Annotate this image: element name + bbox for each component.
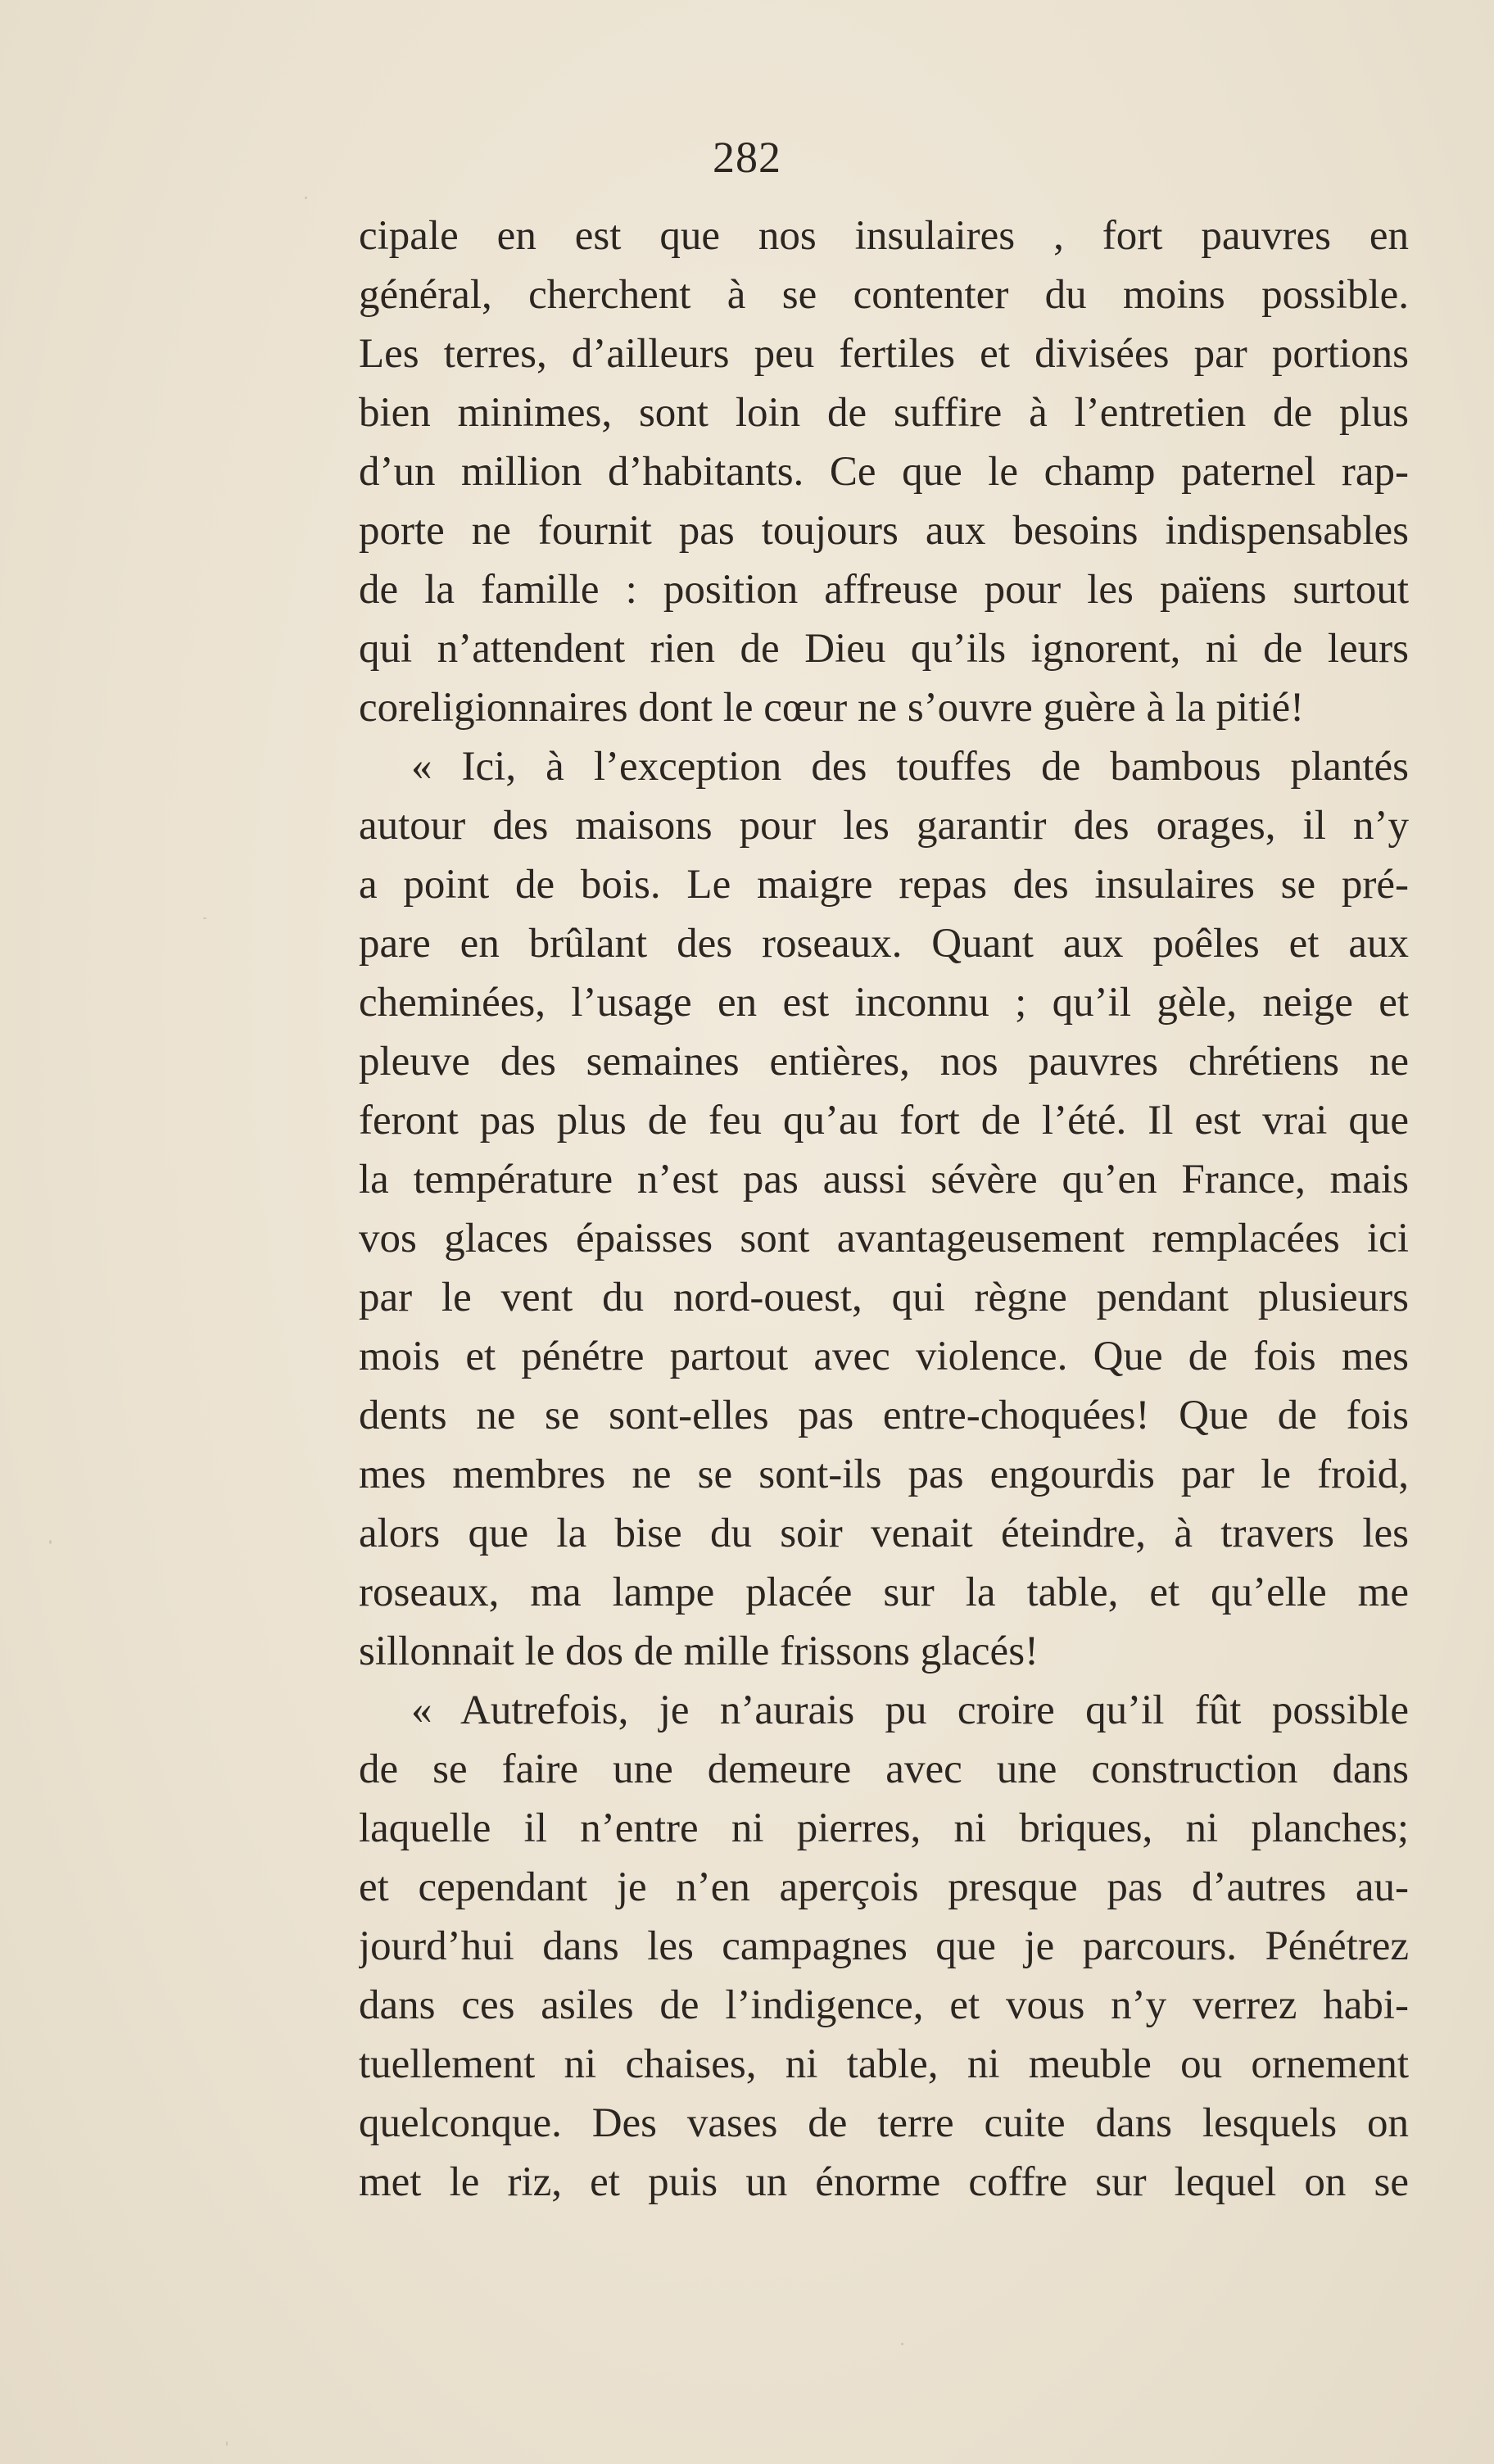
text-line: quelconque. Des vases de terre cuite dans lesquels on bbox=[359, 2100, 1409, 2146]
text-line: sillonnait le dos de mille frissons glacés! bbox=[359, 1628, 1039, 1674]
text-line: de la famille : position affreuse pour les païens surtout bbox=[359, 567, 1409, 613]
text-line: et cependant je n’en aperçois presque pas d’autres au- bbox=[359, 1864, 1409, 1910]
text-line: vos glaces épaisses sont avantageusement remplacées ici bbox=[359, 1216, 1409, 1261]
page-number: 282 bbox=[713, 133, 781, 182]
text-line: autour des maisons pour les garantir des orages, il n’y bbox=[359, 803, 1409, 849]
text-line: dans ces asiles de l’indigence, et vous n’y verrez habi- bbox=[359, 1982, 1409, 2028]
paper-speck bbox=[49, 1540, 52, 1544]
text-line: pare en brûlant des roseaux. Quant aux poêles et aux bbox=[359, 921, 1409, 967]
paper-speck bbox=[226, 2441, 228, 2446]
text-line: laquelle il n’entre ni pierres, ni briques, ni planches; bbox=[359, 1805, 1409, 1851]
text-line: pleuve des semaines entières, nos pauvres chrétiens ne bbox=[359, 1039, 1409, 1085]
paragraph-start-line: « Ici, à l’exception des touffes de bambous plantés bbox=[411, 744, 1409, 790]
text-line: alors que la bise du soir venait éteindre, à travers les bbox=[359, 1511, 1409, 1556]
text-line: cheminées, l’usage en est inconnu ; qu’il gèle, neige et bbox=[359, 980, 1409, 1026]
text-line: mois et pénétre partout avec violence. Que de fois mes bbox=[359, 1334, 1409, 1379]
paragraph-start-line: « Autrefois, je n’aurais pu croire qu’il fût possible bbox=[411, 1687, 1409, 1733]
text-line: d’un million d’habitants. Ce que le champ paternel rap- bbox=[359, 449, 1409, 495]
text-line: porte ne fournit pas toujours aux besoins indispensables bbox=[359, 508, 1409, 554]
paper-speck bbox=[305, 197, 307, 199]
text-line: Les terres, d’ailleurs peu fertiles et divisées par portions bbox=[359, 331, 1409, 377]
text-line: coreligionnaires dont le cœur ne s’ouvre guère à la pitié! bbox=[359, 685, 1305, 731]
text-line: a point de bois. Le maigre repas des insulaires se pré- bbox=[359, 862, 1409, 908]
text-line: dents ne se sont-elles pas entre-choquées! Que de fois bbox=[359, 1393, 1409, 1438]
paper-speck bbox=[203, 917, 206, 919]
text-line: jourd’hui dans les campagnes que je parcours. Pénétrez bbox=[359, 1923, 1409, 1969]
text-line: la température n’est pas aussi sévère qu’en France, mais bbox=[359, 1157, 1409, 1203]
text-line: bien minimes, sont loin de suffire à l’entretien de plus bbox=[359, 390, 1409, 436]
text-line: roseaux, ma lampe placée sur la table, et qu’elle me bbox=[359, 1569, 1409, 1615]
body-text bbox=[359, 206, 1409, 2212]
text-line: de se faire une demeure avec une construction dans bbox=[359, 1746, 1409, 1792]
text-line: cipale en est que nos insulaires , fort pauvres en bbox=[359, 213, 1409, 259]
text-line: qui n’attendent rien de Dieu qu’ils ignorent, ni de leurs bbox=[359, 626, 1409, 672]
text-line: général, cherchent à se contenter du moins possible. bbox=[359, 272, 1409, 318]
paper-speck bbox=[901, 2343, 903, 2345]
text-line: met le riz, et puis un énorme coffre sur lequel on se bbox=[359, 2159, 1409, 2205]
text-line: feront pas plus de feu qu’au fort de l’été. Il est vrai que bbox=[359, 1098, 1409, 1144]
text-line: tuellement ni chaises, ni table, ni meuble ou ornement bbox=[359, 2041, 1409, 2087]
text-line: par le vent du nord-ouest, qui règne pendant plusieurs bbox=[359, 1275, 1409, 1320]
text-line: mes membres ne se sont-ils pas engourdis par le froid, bbox=[359, 1452, 1409, 1497]
